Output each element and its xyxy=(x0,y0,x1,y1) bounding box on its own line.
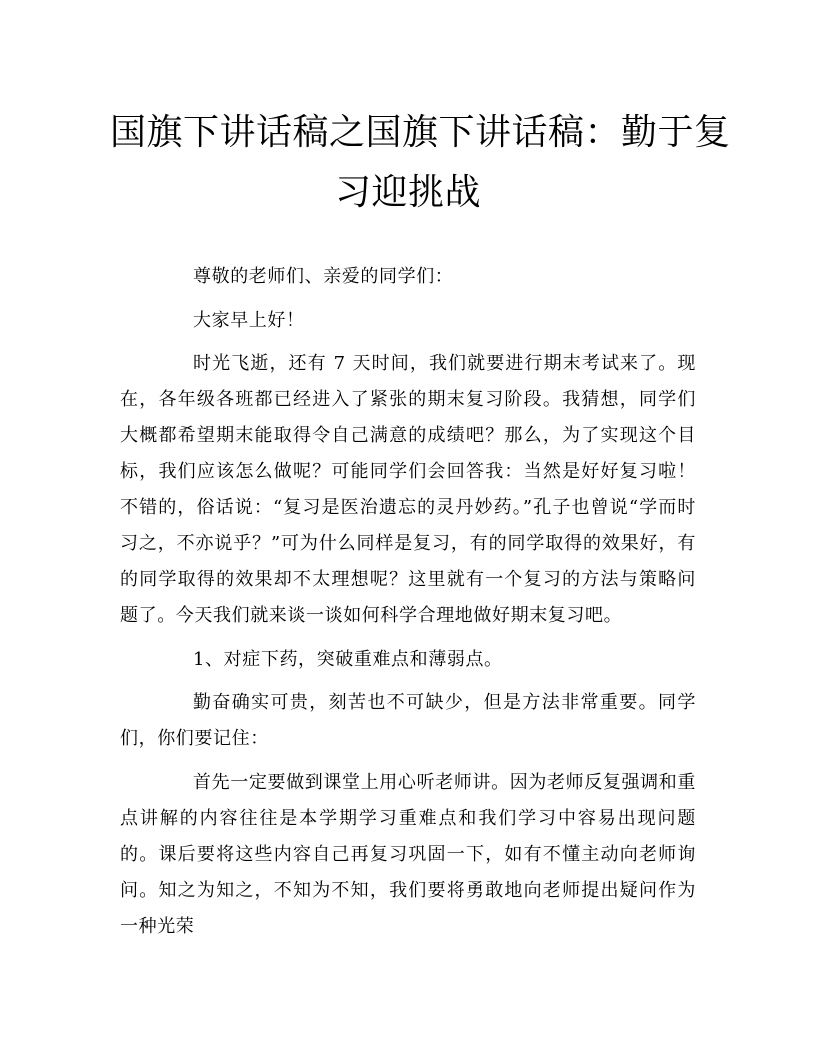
body-paragraph: 首先一定要做到课堂上用心听老师讲。因为老师反复强调和重点讲解的内容往往是本学期学习重难点和我们学习中容易出现问题的。课后要将这些内容自己再复习巩固一下，如有不懂主动向老师询问。知之为知之，不知为不知，我们要将勇敢地向老师提出疑问作为一种光荣 xyxy=(120,771,696,937)
body-paragraph: 勤奋确实可贵，刻苦也不可缺少，但是方法非常重要。同学们，你们要记住： xyxy=(120,692,696,749)
greeting-paragraph: 大家早上好！ xyxy=(193,309,305,331)
section-heading: 1、对症下药，突破重难点和薄弱点。 xyxy=(193,648,503,670)
title-line-2: 习迎挑战 xyxy=(334,172,481,213)
document-title xyxy=(110,103,731,223)
salutation-paragraph: 尊敬的老师们、亲爱的同学们： xyxy=(193,266,454,287)
document-body xyxy=(120,259,696,952)
body-paragraph: 时光飞逝，还有 7 天时间，我们就要进行期末考试来了。现在，各年级各班都已经进入了紧张的期末复习阶段。我猜想，同学们大概都希望期末能取得令自己满意的成绩吧？那么，为了实现这个目标，我们应该怎么做呢？可能同学们会回答我：当然是好好复习啦！不错的，俗话说：“复习是医治遗忘的灵丹妙药。”孔子也曾说“学而时习之，不亦说乎？”可为什么同样是复习，有的同学取得的效果好，有的同学取得的效果却不太理想呢？这里就有一个复习的方法与策略问题了。今天我们就来谈一谈如何科学合理地做好期末复习吧。 xyxy=(120,353,696,626)
title-line-1: 国旗下讲话稿之国旗下讲话稿：勤于复 xyxy=(110,112,731,153)
